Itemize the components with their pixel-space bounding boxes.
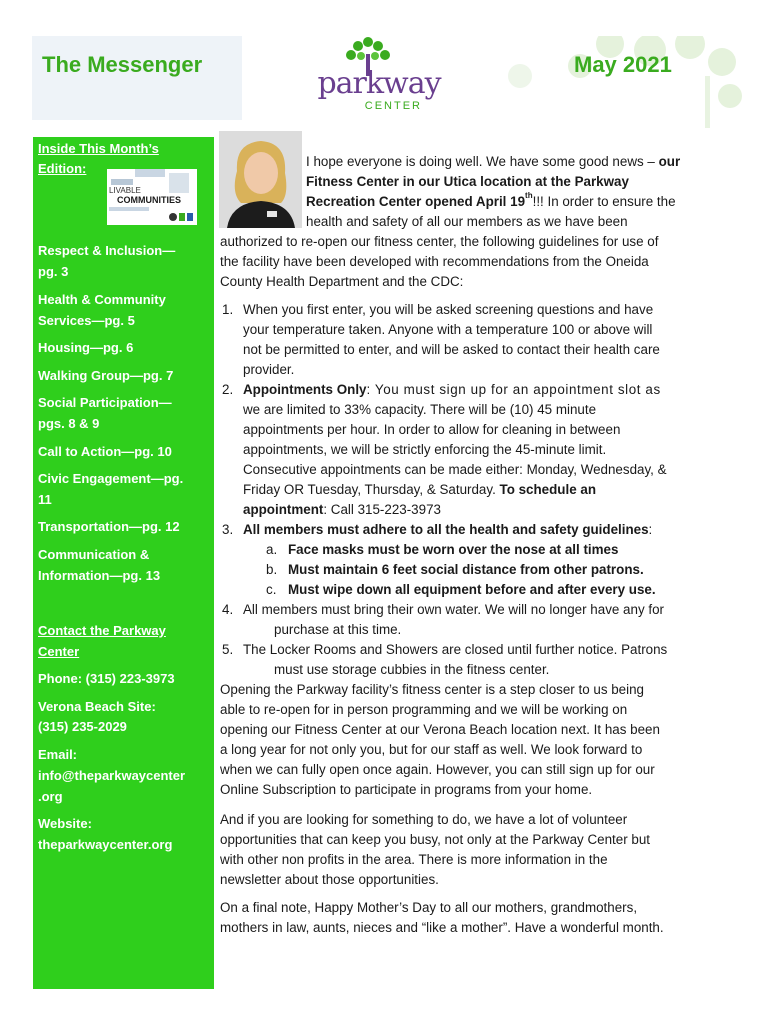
toc-social-page: pgs. 8 & 9 [38,416,100,431]
para2-line-2: able to re-open for in person programming and we will be working on [220,702,628,717]
leaves-decoration [460,36,750,128]
item1-line-2: your temperature taken. Anyone with a temperature 100 or above will [243,322,653,337]
item4-line-1: All members must bring their own water. We will no longer have any for [243,602,664,617]
toc-respect: Respect & Inclusion— [38,243,176,258]
item1-line-1: When you first enter, you will be asked screening questions and have [243,302,654,317]
toc-social: Social Participation— [38,395,172,410]
sub-letter-b: b. [266,562,278,577]
newsletter-title-box [32,36,242,120]
para2-line-1: Opening the Parkway facility’s fitness center is a step closer to us being [220,682,645,697]
website-url[interactable]: theparkwaycenter.org [38,837,173,852]
para2-line-6: Online Subscription to participate in programs from your home. [220,782,593,797]
logo-sub: CENTER [364,100,422,112]
logo-word: parkway [317,66,441,101]
parkway-center-logo [306,36,446,112]
toc-call-to-action: Call to Action—pg. 10 [38,444,172,459]
item4-line-2: purchase at this time. [274,622,402,637]
verona-phone: (315) 235-2029 [38,719,127,734]
para3-line-1: And if you are looking for something to do, we have a lot of volunteer [220,812,628,827]
list-number-5: 5. [222,642,234,657]
para2-line-3: opening our Fitness Center at our Verona Beach location next. It has been [220,722,660,737]
communities-text: COMMUNITIES [117,195,181,205]
para4-line-2: mothers in law, aunts, nieces and “like a mother”. Have a wonderful month. [220,920,664,935]
item2-line-2: we are limited to 33% capacity. There will be (10) 45 minute [243,402,597,417]
inside-heading-2: Edition: [38,161,87,176]
sidebar [33,137,214,989]
intro-line-5: authorized to re-open our fitness center, the following guidelines for use of [220,234,659,249]
livable-text: LIVABLE [109,186,141,195]
intro-line-3: Recreation Center opened April 19th!!! In order to ensure the [306,191,676,209]
item2-line-3: appointments per hour. In order to allow for cleaning in between [243,422,621,437]
para4-line-1: On a final note, Happy Mother’s Day to all our mothers, grandmothers, [220,900,638,915]
toc-health: Health & Community [38,292,166,307]
sub-item-c: Must wipe down all equipment before and after every use. [288,582,656,597]
toc-respect-page: pg. 3 [38,264,69,279]
toc-civic-page: 11 [38,492,52,507]
director-photo [219,131,302,228]
month-label: May 2021 [574,52,672,77]
item1-line-4: provider. [243,362,295,377]
para2-line-5: when we can fully open once again. However, you can still sign up for our [220,762,655,777]
list-number-3: 3. [222,522,234,537]
toc-transportation: Transportation—pg. 12 [38,519,180,534]
item2-line-4: appointments, we will be strictly enforcing the 45-minute limit. [243,442,607,457]
intro-line-6: the facility have been developed with recommendations from the Oneida [220,254,649,269]
intro-line-7: County Health Department and the CDC: [220,274,464,289]
contact-heading-2: Center [38,644,80,659]
list-number-4: 4. [222,602,234,617]
contact-phone: Phone: (315) 223-3973 [38,671,175,686]
sub-letter-a: a. [266,542,278,557]
list-number-2: 2. [222,382,234,397]
contact-heading: Contact the Parkway [38,623,166,638]
item1-line-3: not be permitted to enter, and will be asked to contact their health care [243,342,660,357]
toc-walking: Walking Group—pg. 7 [38,368,174,383]
para3-line-2: opportunities that can keep you busy, not only at the Parkway Center but [220,832,650,847]
sub-item-b: Must maintain 6 feet social distance from other patrons. [288,562,644,577]
verona-label: Verona Beach Site: [38,699,156,714]
intro-line-1: I hope everyone is doing well. We have some good news – our [306,154,681,169]
item5-line-2: must use storage cubbies in the fitness center. [274,662,550,677]
sub-letter-c: c. [266,582,277,597]
inside-heading: Inside This Month’s [38,141,159,156]
email-address-2[interactable]: .org [38,789,63,804]
sub-item-a: Face masks must be worn over the nose at all times [288,542,619,557]
item2-line-6: Friday OR Tuesday, Thursday, & Saturday. To schedule an [243,482,596,497]
email-address[interactable]: info@theparkwaycenter [38,768,186,783]
para3-line-3: with other non profits in the area. There is more information in the [220,852,608,867]
toc-housing: Housing—pg. 6 [38,340,134,355]
livable-communities-image [107,169,197,225]
newsletter-title: The Messenger [42,52,203,77]
toc-communication-page: Information—pg. 13 [38,568,161,583]
intro-line-2: Fitness Center in our Utica location at the Parkway [306,174,629,189]
toc-civic: Civic Engagement—pg. [38,471,184,486]
para2-line-4: a long year for not only you, but for our staff as well. We look forward to [220,742,643,757]
list-number-1: 1. [222,302,234,317]
item2-line-1: Appointments Only: You must sign up for an appointment slot as [243,382,661,397]
item5-line-1: The Locker Rooms and Showers are closed until further notice. Patrons [243,642,668,657]
para3-line-4: newsletter about those opportunities. [220,872,439,887]
intro-line-4: health and safety of all our members as we have been [306,214,628,229]
website-label: Website: [38,816,92,831]
toc-communication: Communication & [38,547,150,562]
item2-line-5: Consecutive appointments can be made either: Monday, Wednesday, & [243,462,667,477]
toc-health-page: Services—pg. 5 [38,313,135,328]
item2-line-7: appointment: Call 315-223-3973 [243,502,441,517]
email-label: Email: [38,747,78,762]
item3-line: All members must adhere to all the health and safety guidelines: [243,522,653,537]
